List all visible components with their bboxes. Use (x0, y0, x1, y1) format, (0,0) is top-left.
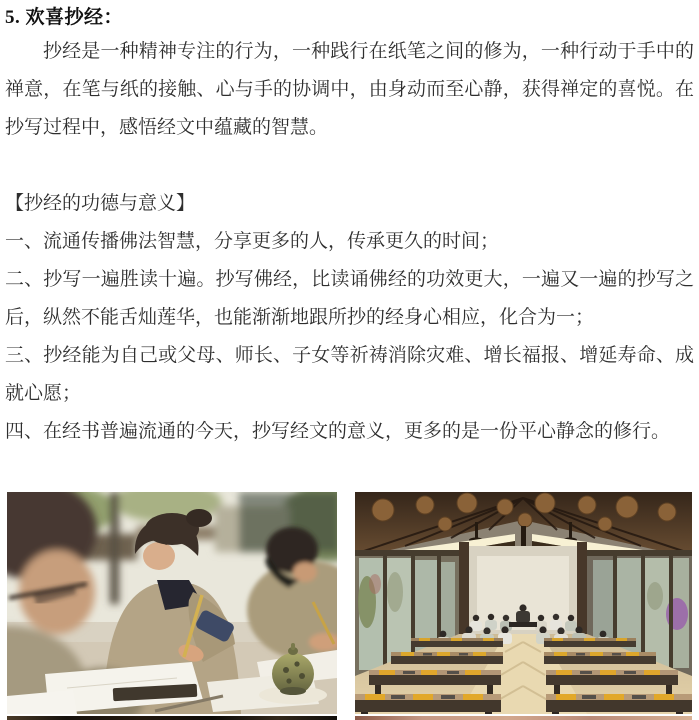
merit-item-2: 二、抄写一遍胜读十遍。抄写佛经，比读诵佛经的功效更大，一遍又一遍的抄写之后，纵然不能舌灿莲华，也能渐渐地跟所抄的经身心相应，化合为一； (5, 269, 694, 328)
intro-paragraph: 抄经是一种精神专注的行为，一种践行在纸笔之间的修为，一种行动于手中的禅意，在笔与纸的接触、心与手的协调中，由身动而至心静，获得禅定的喜悦。在抄写过程中，感悟经文中蕴藏的智慧。 (5, 41, 694, 138)
cropped-photo-strip-right (355, 716, 692, 720)
merits-heading: 【抄经的功德与意义】 (5, 193, 196, 214)
sutra-copying-closeup-illustration (7, 492, 337, 714)
sutra-copying-hall-illustration (355, 492, 692, 714)
sutra-copying-closeup-photo (7, 492, 337, 714)
article-body (5, 33, 694, 451)
merit-item-1: 一、流通传播佛法智慧，分享更多的人，传承更久的时间； (5, 231, 500, 252)
sutra-copying-hall-photo (355, 492, 692, 714)
cropped-photo-strip-left (7, 716, 337, 720)
merit-item-3: 三、抄经能为自己或父母、师长、子女等祈祷消除灾难、增长福报、增延寿命、成就心愿； (5, 345, 694, 404)
merit-item-4: 四、在经书普遍流通的今天，抄写经文的意义，更多的是一份平心静念的修行。 (5, 421, 671, 442)
article-title: 5. 欢喜抄经： (5, 7, 124, 28)
